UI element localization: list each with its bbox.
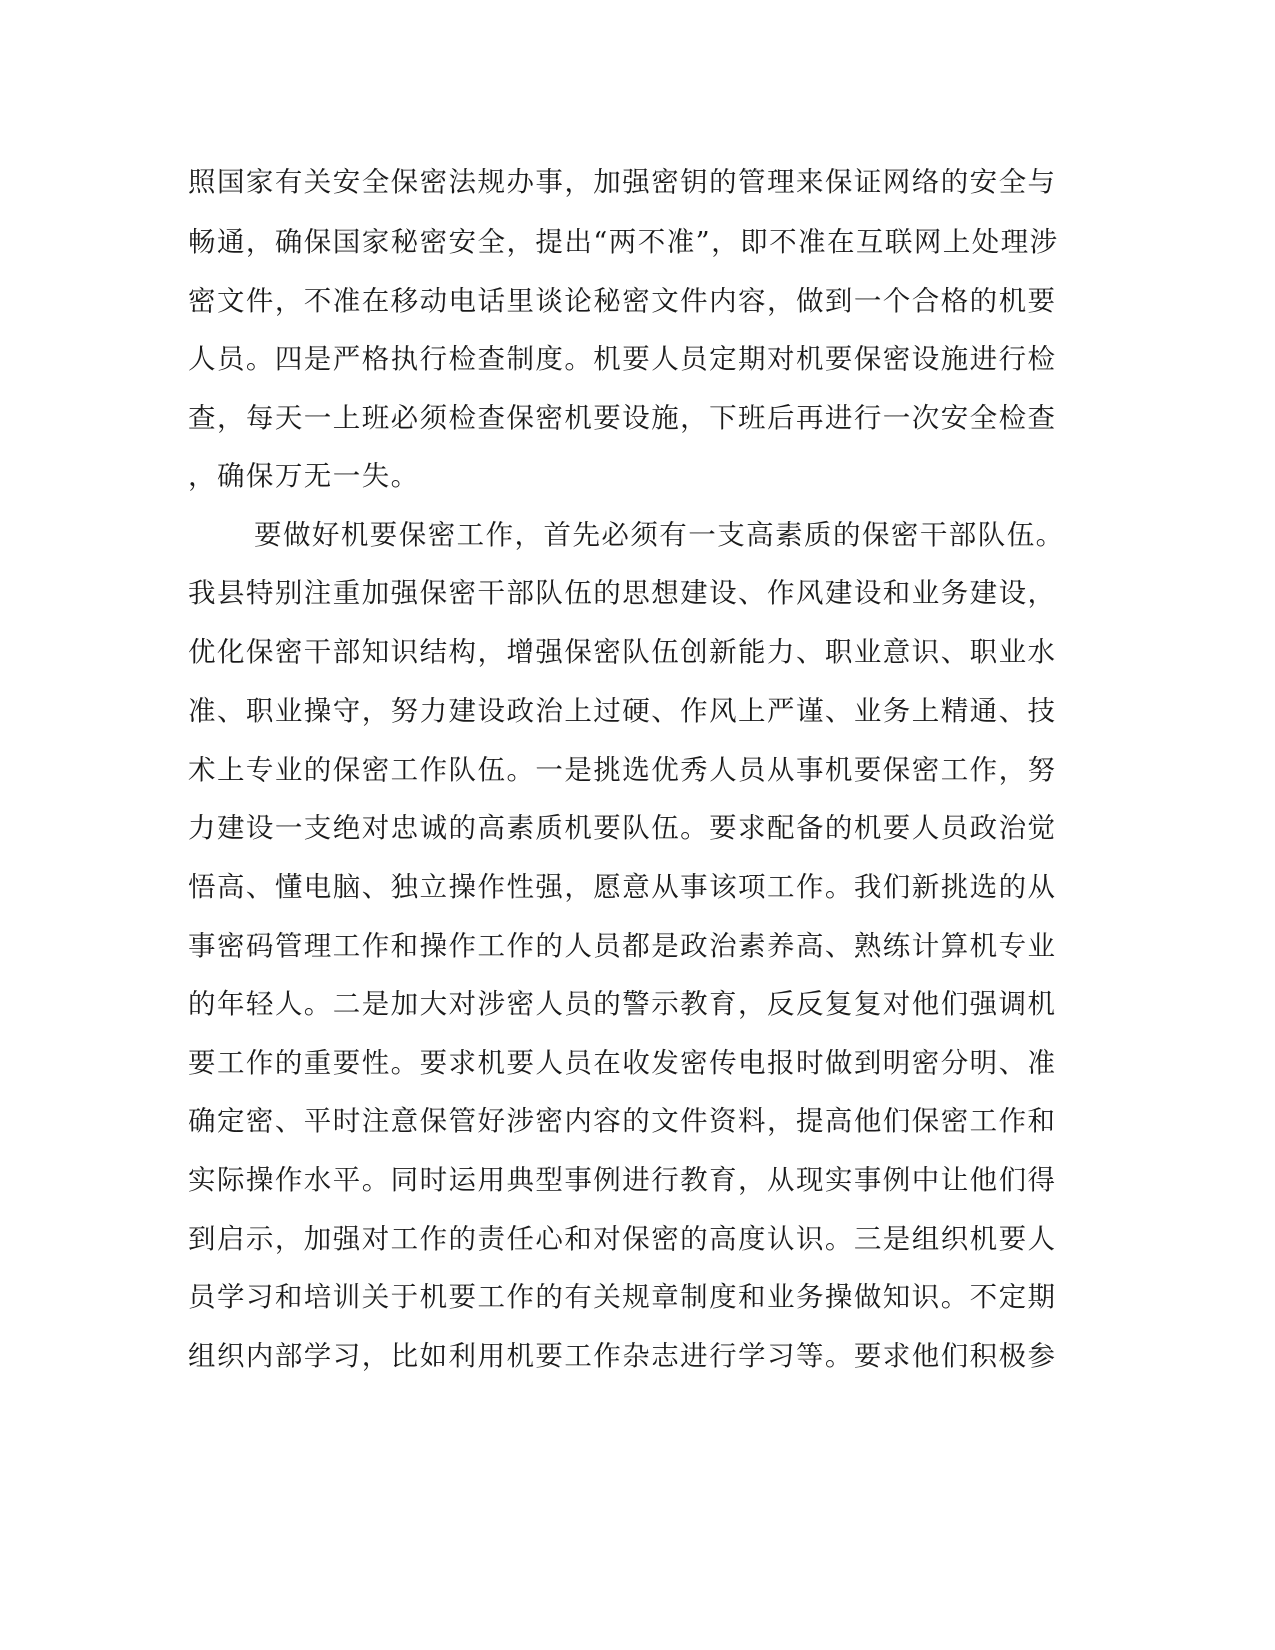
paragraph-first-line: 要做好机要保密工作，首先必须有一支高素质的保密干部队伍。 <box>254 519 1065 551</box>
text-line: 术上专业的保密工作队伍。一是挑选优秀人员从事机要保密工作，努 <box>188 754 1057 786</box>
text-line: 事密码管理工作和操作工作的人员都是政治素养高、熟练计算机专业 <box>188 930 1057 962</box>
text-line: 照国家有关安全保密法规办事，加强密钥的管理来保证网络的安全与 <box>188 166 1057 198</box>
text-line: 员学习和培训关于机要工作的有关规章制度和业务操做知识。不定期 <box>188 1281 1057 1313</box>
text-line: 确定密、平时注意保管好涉密内容的文件资料，提高他们保密工作和 <box>188 1105 1057 1137</box>
text-line: 力建设一支绝对忠诚的高素质机要队伍。要求配备的机要人员政治觉 <box>188 812 1057 844</box>
text-line: 我县特别注重加强保密干部队伍的思想建设、作风建设和业务建设， <box>188 577 1057 609</box>
text-line: 到启示，加强对工作的责任心和对保密的高度认识。三是组织机要人 <box>188 1223 1057 1255</box>
text-line: 准、职业操守，努力建设政治上过硬、作风上严谨、业务上精通、技 <box>188 695 1057 727</box>
text-line: ，确保万无一失。 <box>188 460 420 492</box>
text-line: 畅通，确保国家秘密安全，提出“两不准”，即不准在互联网上处理涉 <box>188 226 1059 258</box>
text-line: 查，每天一上班必须检查保密机要设施，下班后再进行一次安全检查 <box>188 402 1057 434</box>
text-line: 优化保密干部知识结构，增强保密队伍创新能力、职业意识、职业水 <box>188 636 1057 668</box>
text-line: 要工作的重要性。要求机要人员在收发密传电报时做到明密分明、准 <box>188 1047 1057 1079</box>
text-line: 悟高、懂电脑、独立操作性强，愿意从事该项工作。我们新挑选的从 <box>188 871 1057 903</box>
text-line: 实际操作水平。同时运用典型事例进行教育，从现实事例中让他们得 <box>188 1164 1057 1196</box>
text-line: 的年轻人。二是加大对涉密人员的警示教育，反反复复对他们强调机 <box>188 988 1057 1020</box>
text-line: 人员。四是严格执行检查制度。机要人员定期对机要保密设施进行检 <box>188 343 1057 375</box>
text-line: 组织内部学习，比如利用机要工作杂志进行学习等。要求他们积极参 <box>188 1340 1057 1372</box>
text-line: 密文件，不准在移动电话里谈论秘密文件内容，做到一个合格的机要 <box>188 285 1057 317</box>
